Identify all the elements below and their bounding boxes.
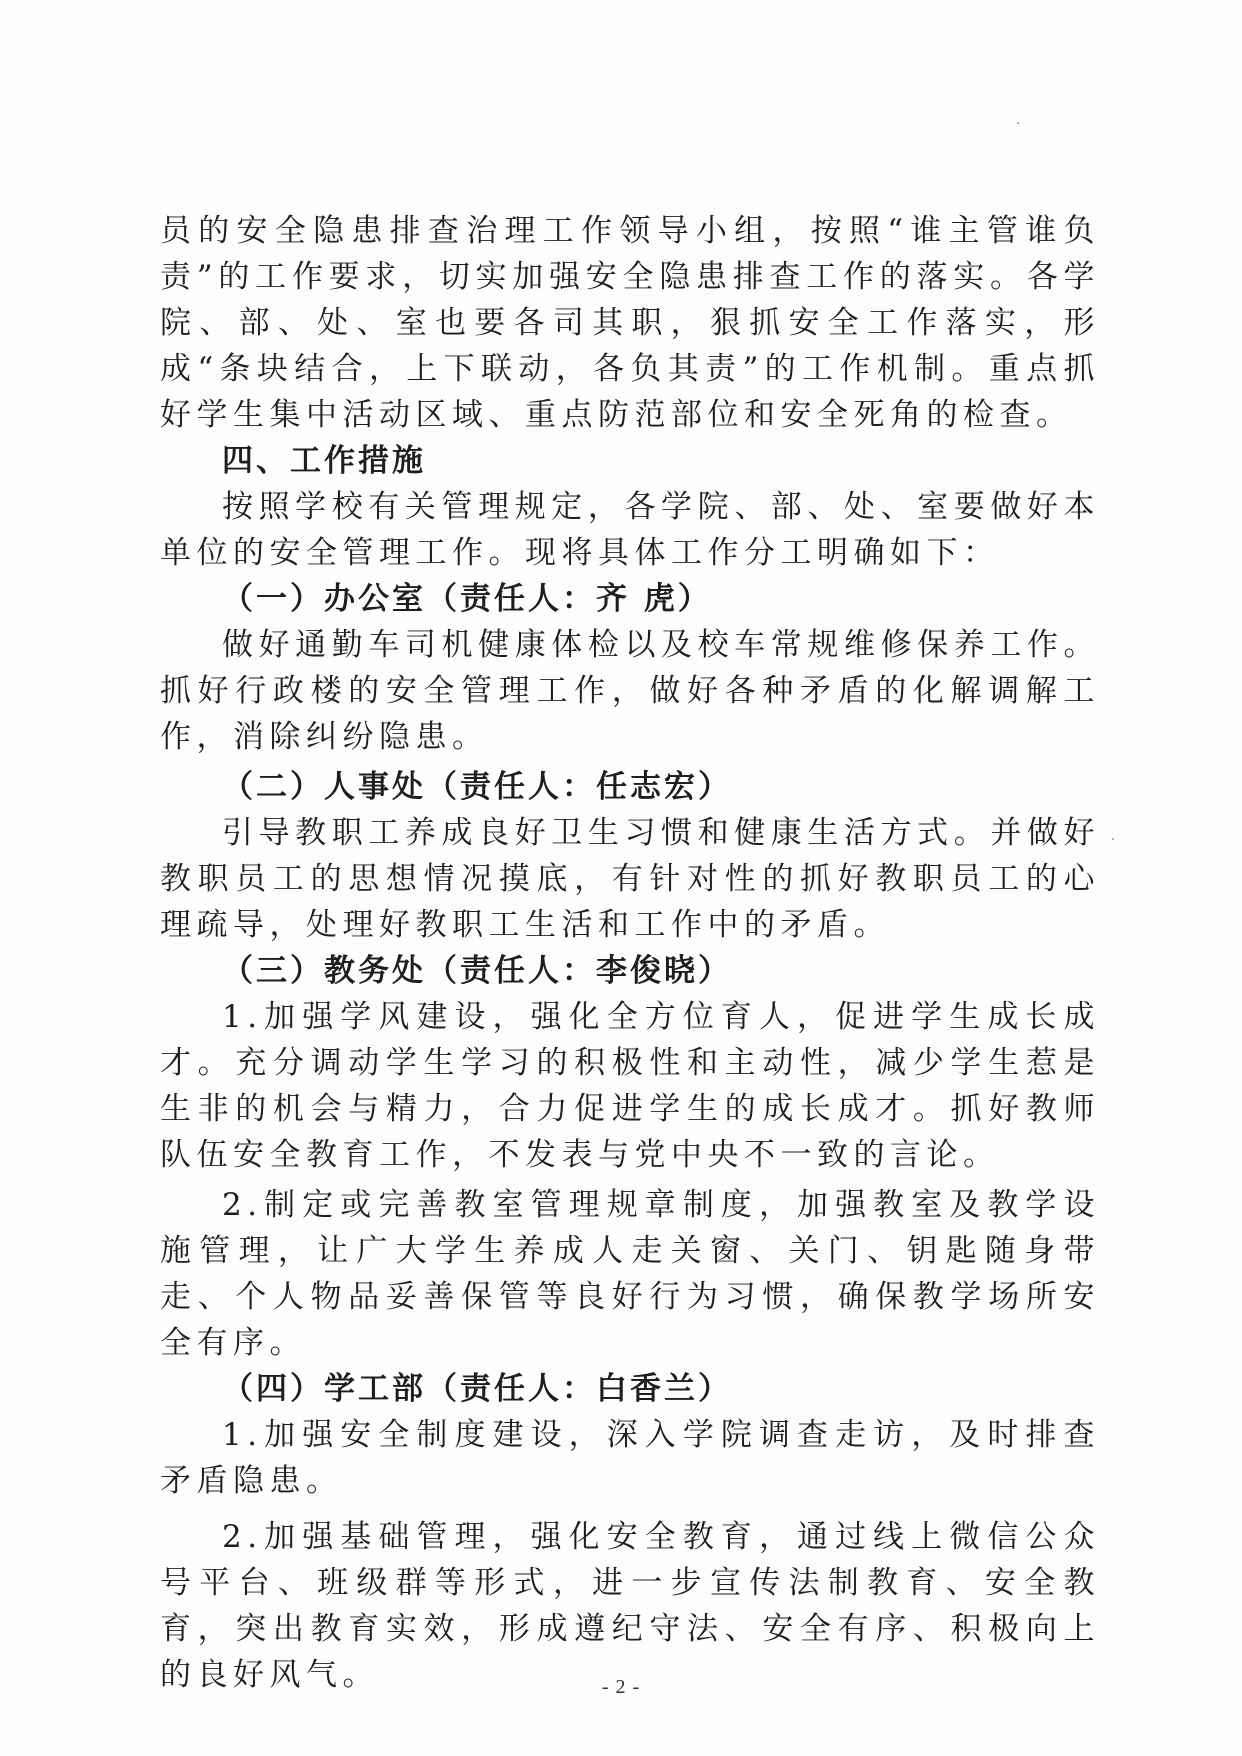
page-number: - 2 -: [601, 1676, 641, 1698]
paragraph-academic-1: 1.加强学风建设，强化全方位育人，促进学生成长成才。充分调动学生学习的积极性和主动性，减少学生惹是生非的机会与精力，合力促进学生的成长成才。抓好教师队伍安全教育工作，不发表与党中央不一致的言论。: [160, 999, 1100, 1173]
paragraph-student-1: 1.加强安全制度建设，深入学院调查走访，及时排查矛盾隐患。: [160, 1417, 1100, 1499]
scan-speck: [1112, 838, 1114, 840]
paragraph-leadership: 员的安全隐患排查治理工作领导小组，按照“谁主管谁负责”的工作要求，切实加强安全隐患排查工作的落实。各学院、部、处、室也要各司其职，狠抓安全工作落实，形成“条块结合，上下联动，各负其责”的工作机制。重点抓好学生集中活动区域、重点防范部位和安全死角的检查。: [160, 213, 1100, 433]
subheading-office: （一）办公室（责任人：齐 虎）: [222, 581, 712, 617]
subheading-personnel: （二）人事处（责任人：任志宏）: [222, 769, 732, 805]
subheading-academic-affairs: （三）教务处（责任人：李俊晓）: [222, 953, 732, 989]
paragraph-intro: 按照学校有关管理规定，各学院、部、处、室要做好本单位的安全管理工作。现将具体工作分工明确如下：: [160, 489, 1100, 571]
paragraph-office: 做好通勤车司机健康体检以及校车常规维修保养工作。抓好行政楼的安全管理工作，做好各种矛盾的化解调解工作，消除纠纷隐患。: [160, 627, 1100, 755]
scan-speck: [1017, 122, 1019, 124]
subheading-student-affairs: （四）学工部（责任人：白香兰）: [222, 1371, 732, 1407]
section-heading-work-measures: 四、工作措施: [222, 443, 426, 479]
paragraph-academic-2: 2.制定或完善教室管理规章制度，加强教室及教学设施管理，让广大学生养成人走关窗、关门、钥匙随身带走、个人物品妥善保管等良好行为习惯，确保教学场所安全有序。: [160, 1187, 1100, 1361]
paragraph-student-2: 2.加强基础管理，强化安全教育，通过线上微信公众号平台、班级群等形式，进一步宣传法制教育、安全教育，突出教育实效，形成遵纪守法、安全有序、积极向上的良好风气。: [160, 1519, 1100, 1693]
document-body: [160, 208, 1100, 1698]
paragraph-personnel: 引导教职工养成良好卫生习惯和健康生活方式。并做好教职员工的思想情况摸底，有针对性的抓好教职员工的心理疏导，处理好教职工生活和工作中的矛盾。: [160, 815, 1100, 943]
